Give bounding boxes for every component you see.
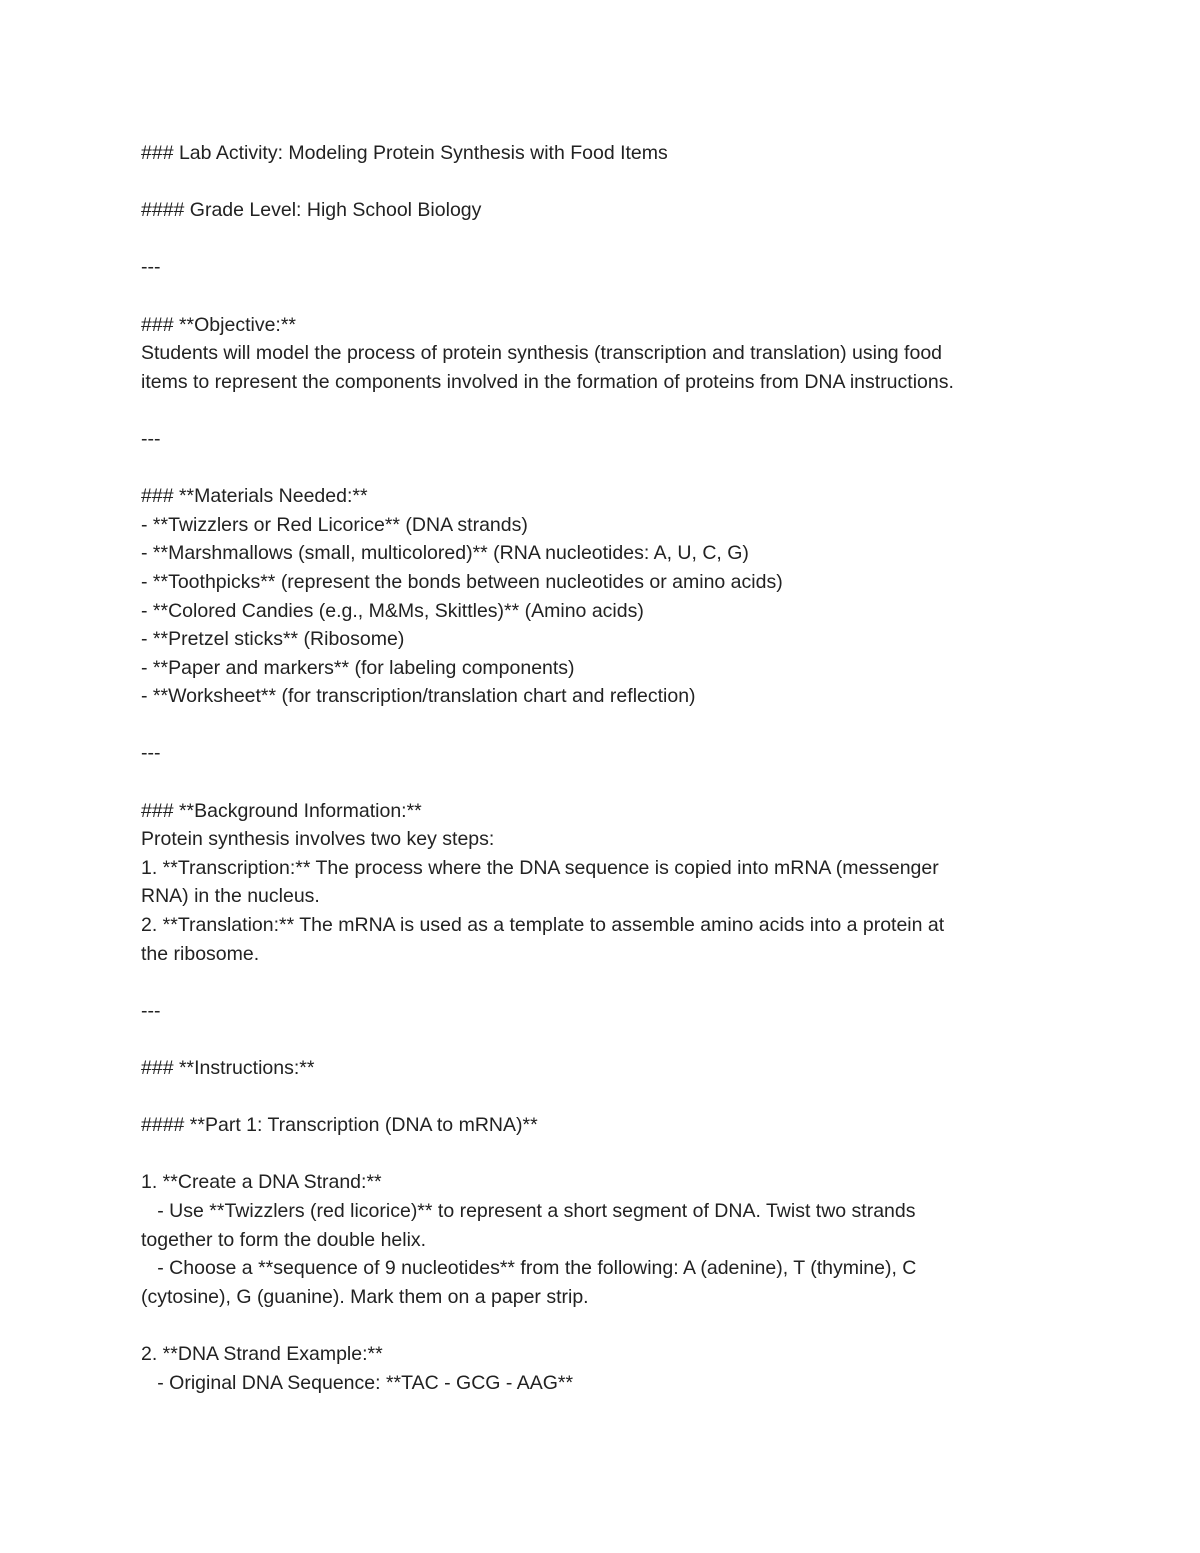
- instructions-heading: ### **Instructions:**: [141, 1057, 315, 1079]
- spacer: [141, 1140, 1071, 1169]
- document-page: [141, 139, 1071, 1397]
- part1-heading: #### **Part 1: Transcription (DNA to mRNA)**: [141, 1114, 538, 1137]
- spacer: [141, 1025, 1071, 1054]
- grade-level: #### Grade Level: High School Biology: [141, 199, 482, 222]
- step1-line: together to form the double helix.: [141, 1228, 427, 1251]
- background-line: Protein synthesis involves two key steps:: [141, 828, 495, 851]
- background-line: the ribosome.: [141, 942, 260, 965]
- separator: ---: [141, 999, 161, 1022]
- step1-line: - Use **Twizzlers (red licorice)** to represent a short segment of DNA. Twist two strands: [141, 1199, 916, 1222]
- background-heading: ### **Background Information:**: [141, 799, 422, 822]
- objective-line: items to represent the components involved in the formation of proteins from DNA instructions.: [141, 370, 954, 393]
- separator: ---: [141, 427, 161, 450]
- separator: ---: [141, 742, 161, 765]
- background-line: 2. **Translation:** The mRNA is used as a template to assemble amino acids into a protein at: [141, 914, 945, 937]
- spacer: [141, 225, 1071, 254]
- spacer: [141, 454, 1071, 483]
- separator: ---: [141, 256, 161, 279]
- objective-heading: ### **Objective:**: [141, 313, 297, 336]
- spacer: [141, 768, 1071, 797]
- document-title: ### Lab Activity: Modeling Protein Synthesis with Food Items: [141, 142, 668, 164]
- spacer: [141, 968, 1071, 997]
- materials-item: - **Toothpicks** (represent the bonds between nucleotides or amino acids): [141, 570, 783, 593]
- objective-line: Students will model the process of protein synthesis (transcription and translation) using food: [141, 342, 943, 365]
- materials-item: - **Twizzlers or Red Licorice** (DNA strands): [141, 513, 528, 536]
- materials-item: - **Colored Candies (e.g., M&Ms, Skittles)** (Amino acids): [141, 599, 644, 622]
- background-line: RNA) in the nucleus.: [141, 885, 320, 908]
- spacer: [141, 282, 1071, 311]
- materials-item: - **Pretzel sticks** (Ribosome): [141, 628, 405, 651]
- step2-line: - Original DNA Sequence: **TAC - GCG - AAG**: [141, 1371, 574, 1394]
- spacer: [141, 396, 1071, 425]
- spacer: [141, 168, 1071, 197]
- step2-line: 2. **DNA Strand Example:**: [141, 1342, 383, 1365]
- materials-item: - **Paper and markers** (for labeling components): [141, 656, 575, 679]
- spacer: [141, 711, 1071, 740]
- spacer: [141, 1083, 1071, 1112]
- materials-item: - **Worksheet** (for transcription/translation chart and reflection): [141, 685, 696, 708]
- step1-line: 1. **Create a DNA Strand:**: [141, 1171, 382, 1194]
- step1-line: (cytosine), G (guanine). Mark them on a paper strip.: [141, 1285, 589, 1308]
- materials-item: - **Marshmallows (small, multicolored)** (RNA nucleotides: A, U, C, G): [141, 542, 749, 565]
- background-line: 1. **Transcription:** The process where the DNA sequence is copied into mRNA (messenger: [141, 856, 939, 879]
- step1-line: - Choose a **sequence of 9 nucleotides** from the following: A (adenine), T (thymine), C: [141, 1257, 917, 1280]
- spacer: [141, 1311, 1071, 1340]
- materials-heading: ### **Materials Needed:**: [141, 485, 368, 508]
